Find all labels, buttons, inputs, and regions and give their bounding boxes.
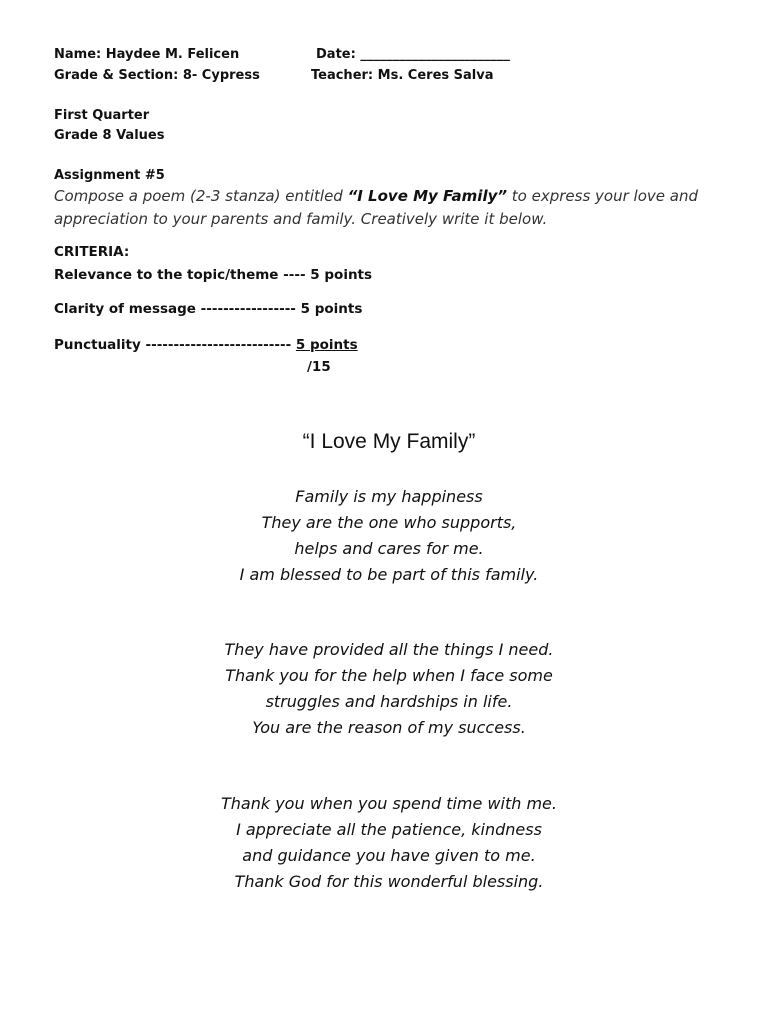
name-value: Haydee M. Felicen: [105, 47, 240, 62]
criteria-points: 5 points: [310, 267, 373, 283]
instruction-pre: Compose a poem (2-3 stanza) entitled: [54, 187, 348, 205]
teacher-label: Teacher:: [311, 68, 374, 83]
assignment-instruction-line2: appreciation to your parents and family. Creatively write it below.: [54, 210, 548, 228]
name-label: Name:: [54, 47, 102, 62]
criteria-points: 5 points: [300, 301, 363, 317]
assignment-title: Assignment #5: [54, 168, 165, 183]
criteria-label: Relevance to the topic/theme ----: [54, 267, 306, 283]
criteria-heading: CRITERIA:: [54, 244, 130, 260]
poem-line: Family is my happiness: [295, 487, 483, 506]
poem-stanza-1: [0, 484, 768, 588]
total-score: /15: [307, 359, 331, 375]
grade-section-label: Grade & Section:: [54, 68, 179, 83]
quarter: First Quarter: [54, 108, 150, 123]
poem-line: I appreciate all the patience, kindness: [236, 820, 542, 839]
poem-line: helps and cares for me.: [294, 539, 484, 558]
poem-line: They have provided all the things I need.: [224, 640, 554, 659]
student-name: [54, 47, 239, 62]
teacher: [311, 68, 493, 83]
poem-line: I am blessed to be part of this family.: [239, 565, 539, 584]
date-label: Date:: [316, 47, 356, 62]
subject: Grade 8 Values: [54, 128, 165, 143]
poem-stanza-2: [0, 637, 768, 741]
poem-line: and guidance you have given to me.: [242, 846, 536, 865]
grade-section: [54, 68, 260, 83]
criteria-label: Punctuality --------------------------: [54, 337, 292, 353]
poem-line: You are the reason of my success.: [252, 718, 526, 737]
poem-line: Thank God for this wonderful blessing.: [234, 872, 544, 891]
date-field: [316, 47, 510, 62]
poem-line: Thank you when you spend time with me.: [221, 794, 557, 813]
poem-title: “I Love My Family”: [302, 430, 476, 453]
poem-line: Thank you for the help when I face some: [225, 666, 553, 685]
date-value: _______________________: [360, 47, 510, 62]
instruction-poem-title: “I Love My Family”: [347, 187, 508, 205]
assignment-instruction-line1: [54, 187, 698, 205]
criteria-item-relevance: [54, 267, 372, 283]
criteria-item-punctuality: [54, 337, 358, 353]
criteria-item-clarity: [54, 301, 362, 317]
poem-line: They are the one who supports,: [261, 513, 517, 532]
teacher-value: Ms. Ceres Salva: [377, 68, 494, 83]
criteria-label: Clarity of message -----------------: [54, 301, 296, 317]
instruction-post: to express your love and: [507, 187, 698, 205]
grade-section-value: 8- Cypress: [182, 68, 260, 83]
criteria-points: 5 points: [295, 337, 358, 353]
poem-line: struggles and hardships in life.: [265, 692, 513, 711]
poem-stanza-3: [0, 791, 768, 895]
